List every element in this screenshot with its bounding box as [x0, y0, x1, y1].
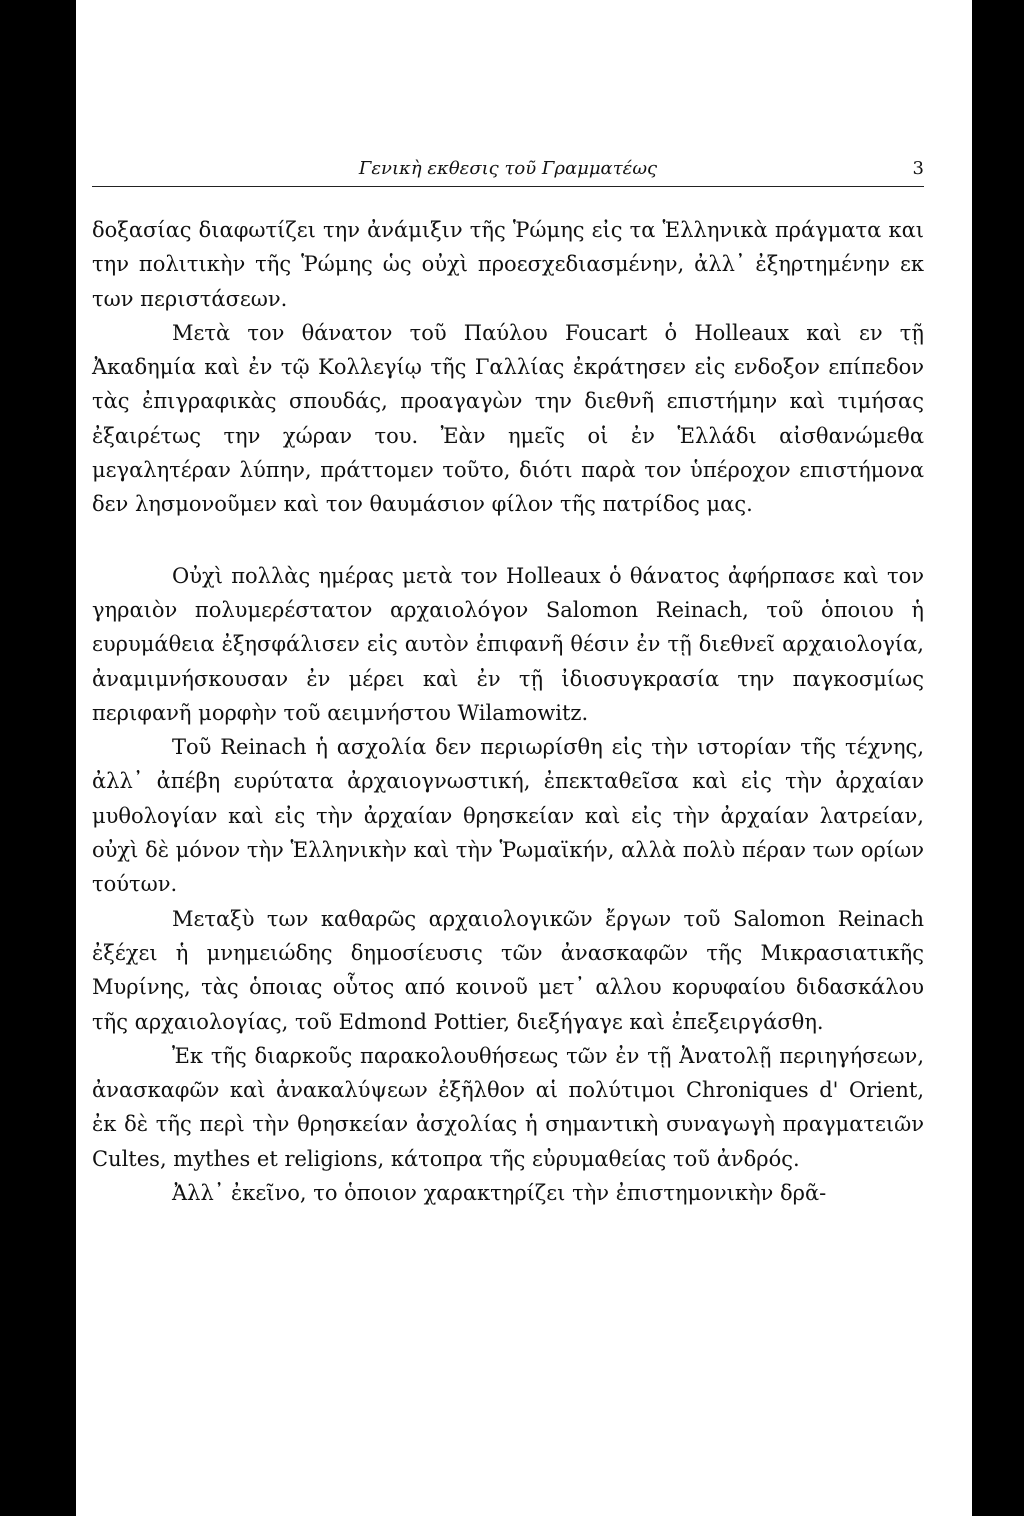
- paragraph: Μεταξὺ των καθαρῶς αρχαιολογικῶν ἔργων τοῦ Salomon Reinach ἐξέχει ἡ μνημειώδης δημοσίευσις τῶν ἀνασκαφῶν τῆς Μικρασιατικῆς Μυρίνης, τὰς ὁποιας οὗτος από κοινοῦ μετ᾽ αλλου κορυφαίου διδασκάλου τῆς αρχαιολογίας, τοῦ Edmond Pottier, διεξήγαγε καὶ ἐπεξειργάσθη.: [92, 906, 924, 1034]
- paragraph: Οὐχὶ πολλὰς ημέρας μετὰ τον Holleaux ὁ θάνατος ἀφήρπασε καὶ τον γηραιὸν πολυμερέστατον αρχαιολόγον Salomon Reinach, τοῦ ὁποιου ἡ ευρυμάθεια ἐξησφάλισεν εἰς αυτὸν ἐπιφανῆ θέσιν ἐν τῇ διεθνεῖ αρχαιολογία, ἀναμιμνήσκουσαν ἐν μέρει καὶ ἐν τῇ ἰδιοσυγκρασία την παγκοσμίως περιφανῆ μορφὴν τοῦ αειμνήστου Wilamowitz.: [92, 563, 924, 725]
- paragraph: Ἀλλ᾽ ἐκεῖνο, το ὁποιον χαρακτηρίζει τὴν ἐπιστημονικὴν δρᾶ-: [172, 1181, 827, 1206]
- paragraph: Ἐκ τῆς διαρκοῦς παρακολουθήσεως τῶν ἐν τῇ Ἀνατολῇ περιηγήσεων, ἀνασκαφῶν καὶ ἀνακαλύψεων ἐξῆλθον αἱ πολύτιμοι Chroniques d' Orient, ἐκ δὲ τῆς περὶ τὴν θρησκείαν ἀσχολίας ἡ σημαντικὴ συναγωγὴ πραγματειῶν Cultes, mythes et religions, κάτοπρα τῆς εὐρυμαθείας τοῦ ἀνδρός.: [92, 1043, 924, 1171]
- running-title: Γενικὴ εκθεσις τοῦ Γραμματέως: [358, 158, 658, 179]
- book-page: [76, 0, 972, 1516]
- running-header: [92, 154, 924, 187]
- paragraph: Τοῦ Reinach ἡ ασχολία δεν περιωρίσθη εἰς τὴν ιστορίαν τῆς τέχνης, ἀλλ᾽ ἀπέβη ευρύτατα ἀρχαιογνωστική, ἐπεκταθεῖσα καὶ εἰς τὴν ἀρχαίαν μυθολογίαν καὶ εἰς τὴν ἀρχαίαν θρησκείαν καὶ εἰς τὴν ἀρχαίαν λατρείαν, οὐχὶ δὲ μόνον τὴν Ἑλληνικὴν καὶ τὴν Ῥωμαϊκήν, αλλὰ πολὺ πέραν των ορίων τούτων.: [92, 735, 924, 897]
- paragraph: δοξασίας διαφωτίζει την ἀνάμιξιν τῆς Ῥώμης εἰς τα Ἑλληνικὰ πράγματα και την πολιτικὴν τῆς Ῥώμης ὡς οὐχὶ προεσχεδιασμένην, ἀλλ᾽ ἐξηρτημένην εκ των περιστάσεων.: [92, 218, 924, 311]
- page-number: 3: [912, 158, 924, 179]
- body-text: [92, 213, 924, 1210]
- paragraph: Μετὰ τον θάνατον τοῦ Παύλου Foucart ὁ Holleaux καὶ εν τῇ Ἀκαδημία καὶ ἐν τῷ Κολλεγίῳ τῆς Γαλλίας ἐκράτησεν εἰς ενδοξον επίπεδον τὰς ἐπιγραφικὰς σπουδάς, προαγαγὼν την διεθνῆ επιστήμην καὶ τιμήσας ἐξαιρέτως την χώραν του. Ἐὰν ημεῖς οἱ ἐν Ἑλλάδι αἰσθανώμεθα μεγαλητέραν λύπην, πράττομεν τοῦτο, διότι παρὰ τον ὑπέροχον επιστήμονα δεν λησμονοῦμεν καὶ τον θαυμάσιον φίλον τῆς πατρίδος μας.: [92, 320, 924, 517]
